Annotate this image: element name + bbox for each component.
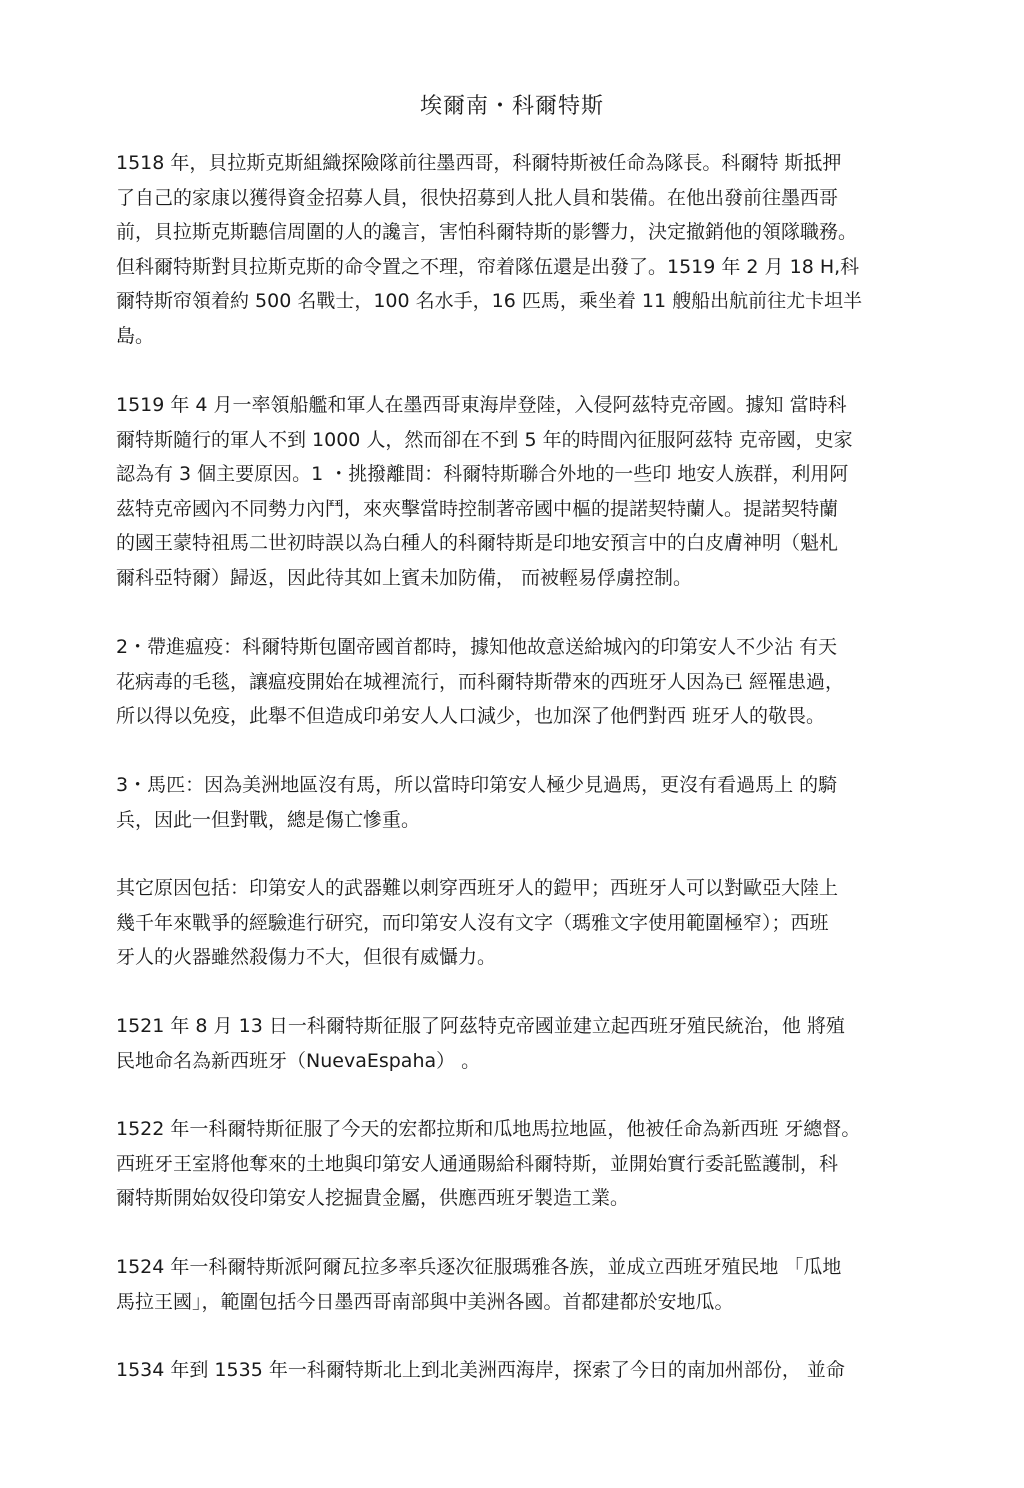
paragraph-1519-landing <box>116 388 916 595</box>
text-line: 其它原因包括：印第安人的武器難以刺穿西班牙人的鎧甲；西班牙人可以對歐亞大陸上 <box>116 877 839 899</box>
paragraph-1534-california <box>116 1353 916 1388</box>
text-line: 1522 年一科爾特斯征服了今天的宏都拉斯和瓜地馬拉地區，他被任命為新西班 牙總督。 <box>116 1118 861 1140</box>
text-line: 1518 年，貝拉斯克斯組織探險隊前往墨西哥，科爾特斯被任命為隊長。科爾特 斯抵押 <box>116 152 842 174</box>
text-line: 爾科亞特爾）歸返，因此待其如上賓未加防備， 而被輕易俘虜控制。 <box>116 566 693 589</box>
text-line: 2・帶進瘟疫：科爾特斯包圍帝國首都時，據知他故意送給城內的印第安人不少沾 有天 <box>116 636 838 658</box>
text-line: 所以得以免疫，此舉不但造成印弟安人人口減少，也加深了他們對西 班牙人的敬畏。 <box>116 705 826 727</box>
document-title: 埃爾南・科爾特斯 <box>419 94 604 119</box>
text-line: 幾千年來戰爭的經驗進行研究，而印第安人沒有文字（瑪雅文字使用範圍極窄）；西班 <box>116 911 829 934</box>
paragraph-other-reasons <box>116 871 916 975</box>
text-line: 1524 年一科爾特斯派阿爾瓦拉多率兵逐次征服瑪雅各族，並成立西班牙殖民地 「瓜地 <box>116 1256 842 1278</box>
text-line: 民地命名為新西班牙（NuevaEspaha） 。 <box>116 1049 481 1072</box>
text-line: 島。 <box>116 324 155 347</box>
paragraph-reason-plague <box>116 630 916 734</box>
text-line: 1519 年 4 月一率領船艦和軍人在墨西哥東海岸登陸，入侵阿茲特克帝國。據知 當時科 <box>116 394 847 416</box>
paragraph-1522-governor <box>116 1112 916 1216</box>
paragraph-1524-guatemala <box>116 1250 916 1319</box>
text-line: 3・馬匹：因為美洲地區沒有馬，所以當時印第安人極少見過馬，更沒有看過馬上 的騎 <box>116 774 838 796</box>
text-line: 爾特斯開始奴役印第安人挖掘貴金屬，供應西班牙製造工業。 <box>116 1187 630 1209</box>
text-line: 1534 年到 1535 年一科爾特斯北上到北美洲西海岸，探索了今日的南加州部份， 並命 <box>116 1359 845 1381</box>
text-line: 了自己的家康以獲得資金招募人員，很快招募到人批人員和裝備。在他出發前往墨西哥 <box>116 186 839 209</box>
paragraph-1521-conquest <box>116 1009 916 1078</box>
text-line: 的國王蒙特祖馬二世初時誤以為白種人的科爾特斯是印地安預言中的白皮膚神明（魁札 <box>116 532 839 554</box>
paragraph-1518-expedition <box>116 146 916 353</box>
text-line: 前，貝拉斯克斯聽信周圍的人的讒言，害怕科爾特斯的影響力，決定撤銷他的領隊職務。 <box>116 221 858 243</box>
text-line: 茲特克帝國內不同勢力內鬥，來夾擊當時控制著帝國中樞的提諾契特蘭人。提諾契特蘭 <box>116 497 839 520</box>
text-line: 馬拉王國」，範圍包括今日墨西哥南部與中美洲各國。首都建都於安地瓜。 <box>116 1290 734 1313</box>
text-line: 西班牙王室將他奪來的土地與印第安人通通賜給科爾特斯，並開始實行委託監護制，科 <box>116 1152 839 1175</box>
text-line: 兵，因此一但對戰，總是傷亡慘重。 <box>116 808 421 831</box>
text-line: 牙人的火器雖然殺傷力不大，但很有威懾力。 <box>116 946 497 968</box>
text-line: 1521 年 8 月 13 日一科爾特斯征服了阿茲特克帝國並建立起西班牙殖民統治，他 將殖 <box>116 1015 845 1037</box>
text-line: 但科爾特斯對貝拉斯克斯的命令置之不理，帘着隊伍還是出發了。1519 年 2 月 18 H,科 <box>116 255 860 278</box>
text-line: 爾特斯帘領着約 500 名戰士，100 名水手，16 匹馬，乘坐着 11 艘船出航前往尤卡坦半 <box>116 290 863 312</box>
paragraph-reason-horses <box>116 768 916 837</box>
text-line: 爾特斯隨行的軍人不到 1000 人，然而卻在不到 5 年的時間內征服阿茲特 克帝國，史家 <box>116 428 853 451</box>
text-line: 花病毒的毛毯，讓瘟疫開始在城裡流行，而科爾特斯帶來的西班牙人因為已 經罹患過， <box>116 670 845 693</box>
text-line: 認為有 3 個主要原因。1 ・挑撥離間：科爾特斯聯合外地的一些印 地安人族群，利用阿 <box>116 463 849 485</box>
